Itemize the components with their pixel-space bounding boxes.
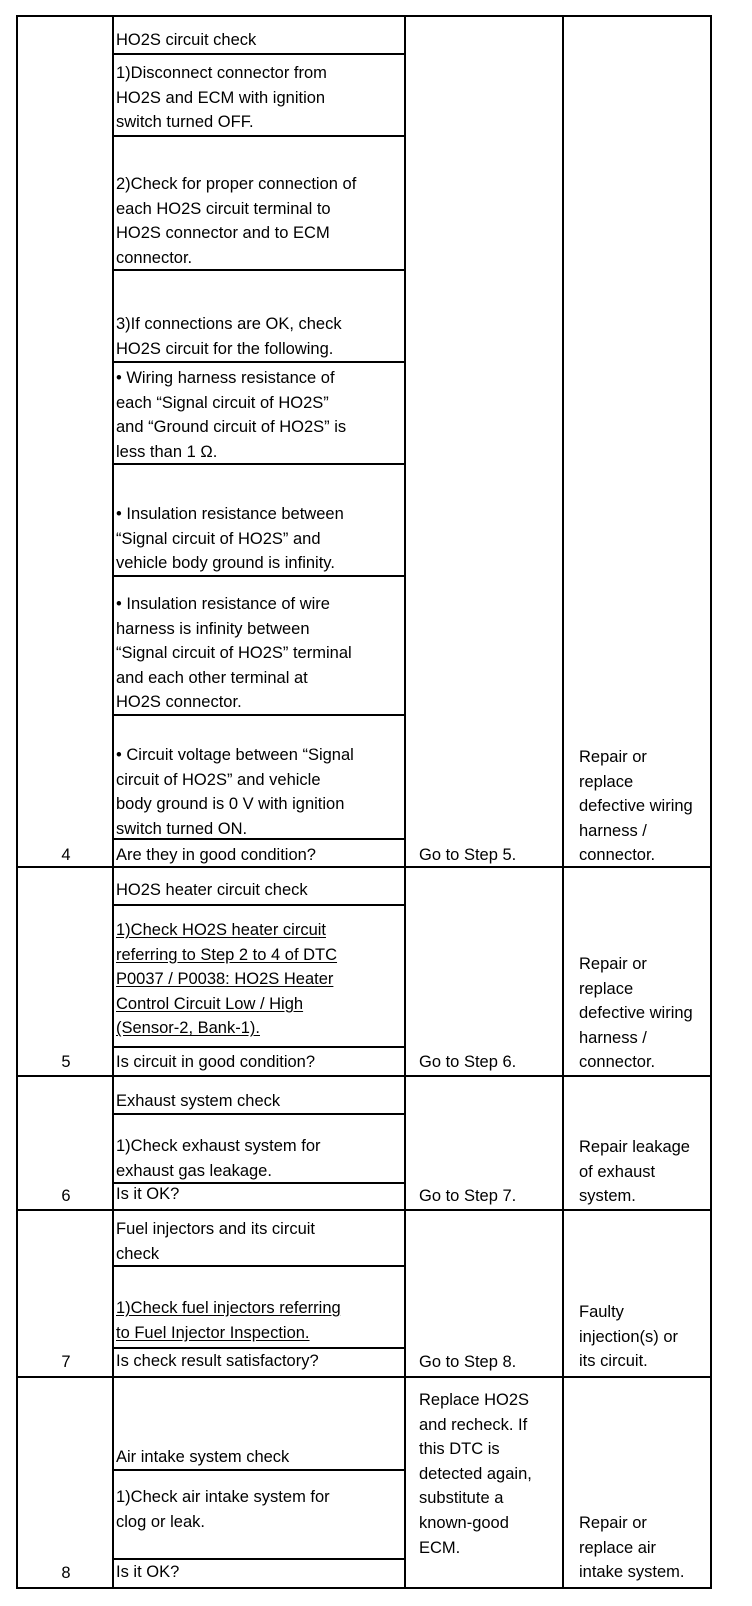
no-action-line: Repair or (579, 1514, 647, 1532)
row-separator (16, 1209, 712, 1211)
no-action-line: connector. (579, 1053, 656, 1072)
step-question: Is it OK? (116, 1563, 180, 1581)
yes-action: Go to Step 5. (419, 846, 517, 864)
step-question: Is circuit in good condition? (116, 1053, 316, 1071)
row-separator (16, 1075, 712, 1077)
action-line: • Wiring harness resistance of (116, 369, 335, 387)
no-action-line: replace air (579, 1538, 657, 1557)
action-line: each “Signal circuit of HO2S” (116, 393, 329, 412)
action-line: • Circuit voltage between “Signal (116, 746, 354, 764)
action-line: HO2S connector. (116, 693, 242, 712)
action-separator (112, 361, 406, 363)
action-line: switch turned OFF. (116, 113, 254, 132)
action-line: 2)Check for proper connection of (116, 175, 357, 193)
no-action-line: defective wiring (579, 797, 693, 816)
action-line: vehicle body ground is infinity. (116, 554, 335, 573)
action-line: “Signal circuit of HO2S” and (116, 529, 321, 548)
table-top-border (16, 15, 712, 17)
action-line: less than 1 Ω. (116, 442, 218, 461)
yes-action-line: known-good (419, 1514, 509, 1532)
no-action-line: replace (579, 772, 634, 791)
step-title: HO2S heater circuit check (116, 881, 308, 899)
step-number: 7 (61, 1353, 71, 1371)
step-number: 5 (61, 1053, 71, 1071)
action-line: “Signal circuit of HO2S” terminal (116, 644, 352, 663)
no-action-line: connector. (579, 846, 656, 865)
yes-action: Go to Step 8. (419, 1353, 517, 1371)
no-action-line: defective wiring (579, 1004, 693, 1023)
action-line: to Fuel Injector Inspection. (116, 1323, 310, 1342)
step-question: Is check result satisfactory? (116, 1352, 319, 1370)
action-line: and “Ground circuit of HO2S” is (116, 418, 347, 437)
action-line: and each other terminal at (116, 668, 308, 687)
column-border-action (404, 15, 406, 1589)
action-line: exhaust gas leakage. (116, 1161, 272, 1180)
row-separator (16, 1376, 712, 1378)
action-line: 1)Check exhaust system for (116, 1137, 321, 1155)
no-action-line: Repair or (579, 955, 647, 973)
no-action-line: Repair leakage (579, 1138, 690, 1156)
action-line: Control Circuit Low / High (116, 994, 304, 1013)
step-title: HO2S circuit check (116, 31, 257, 49)
action-line: P0037 / P0038: HO2S Heater (116, 970, 334, 989)
yes-action: Go to Step 6. (419, 1053, 517, 1071)
action-line: referring to Step 2 to 4 of DTC (116, 945, 338, 964)
action-separator (112, 135, 406, 137)
no-action-line: Faulty (579, 1303, 624, 1321)
action-line: 1)Disconnect connector from (116, 64, 327, 82)
action-line: switch turned ON. (116, 819, 248, 838)
action-separator (112, 1046, 406, 1048)
action-line: (Sensor-2, Bank-1). (116, 1019, 260, 1038)
step-title: Air intake system check (116, 1448, 290, 1466)
action-line: 1)Check fuel injectors referring (116, 1299, 341, 1317)
yes-action-line: and recheck. If (419, 1415, 528, 1434)
action-line: HO2S circuit for the following. (116, 339, 334, 358)
column-border-yes (562, 15, 564, 1589)
action-line: HO2S and ECM with ignition (116, 88, 326, 107)
table-bottom-border (16, 1587, 712, 1589)
action-line: • Insulation resistance of wire (116, 595, 330, 613)
action-separator (112, 904, 406, 906)
column-border-right (710, 15, 712, 1589)
yes-action-line: substitute a (419, 1489, 504, 1508)
action-line: 3)If connections are OK, check (116, 315, 342, 333)
no-action-line: injection(s) or (579, 1327, 679, 1346)
no-action-line: harness / (579, 821, 647, 840)
no-action-line: intake system. (579, 1563, 685, 1582)
yes-action: Go to Step 7. (419, 1187, 517, 1205)
step-question: Is it OK? (116, 1185, 180, 1203)
action-line: 1)Check air intake system for (116, 1488, 330, 1506)
no-action-line: replace (579, 979, 634, 998)
step-question: Are they in good condition? (116, 846, 316, 864)
action-separator (112, 53, 406, 55)
yes-action-line: Replace HO2S (419, 1391, 530, 1409)
action-line: circuit of HO2S” and vehicle (116, 770, 321, 789)
no-action-line: Repair or (579, 748, 647, 766)
no-action-line: of exhaust (579, 1162, 656, 1181)
yes-action-line: this DTC is (419, 1440, 500, 1459)
step-title: Fuel injectors and its circuit (116, 1220, 315, 1238)
action-line: connector. (116, 248, 193, 267)
step-title: check (116, 1244, 160, 1263)
step-number: 4 (61, 846, 71, 864)
yes-action-line: detected again, (419, 1464, 532, 1483)
yes-action-line: ECM. (419, 1538, 461, 1557)
step-title: Exhaust system check (116, 1092, 281, 1110)
step-number: 8 (61, 1564, 71, 1582)
step-number: 6 (61, 1187, 71, 1205)
action-line: body ground is 0 V with ignition (116, 795, 345, 814)
no-action-line: its circuit. (579, 1352, 648, 1371)
action-line: • Insulation resistance between (116, 505, 344, 523)
action-line: harness is infinity between (116, 619, 310, 638)
action-line: clog or leak. (116, 1512, 205, 1531)
action-line: HO2S connector and to ECM (116, 224, 330, 243)
action-line: 1)Check HO2S heater circuit (116, 921, 326, 939)
action-line: each HO2S circuit terminal to (116, 199, 331, 218)
no-action-line: harness / (579, 1028, 647, 1047)
no-action-line: system. (579, 1187, 636, 1206)
